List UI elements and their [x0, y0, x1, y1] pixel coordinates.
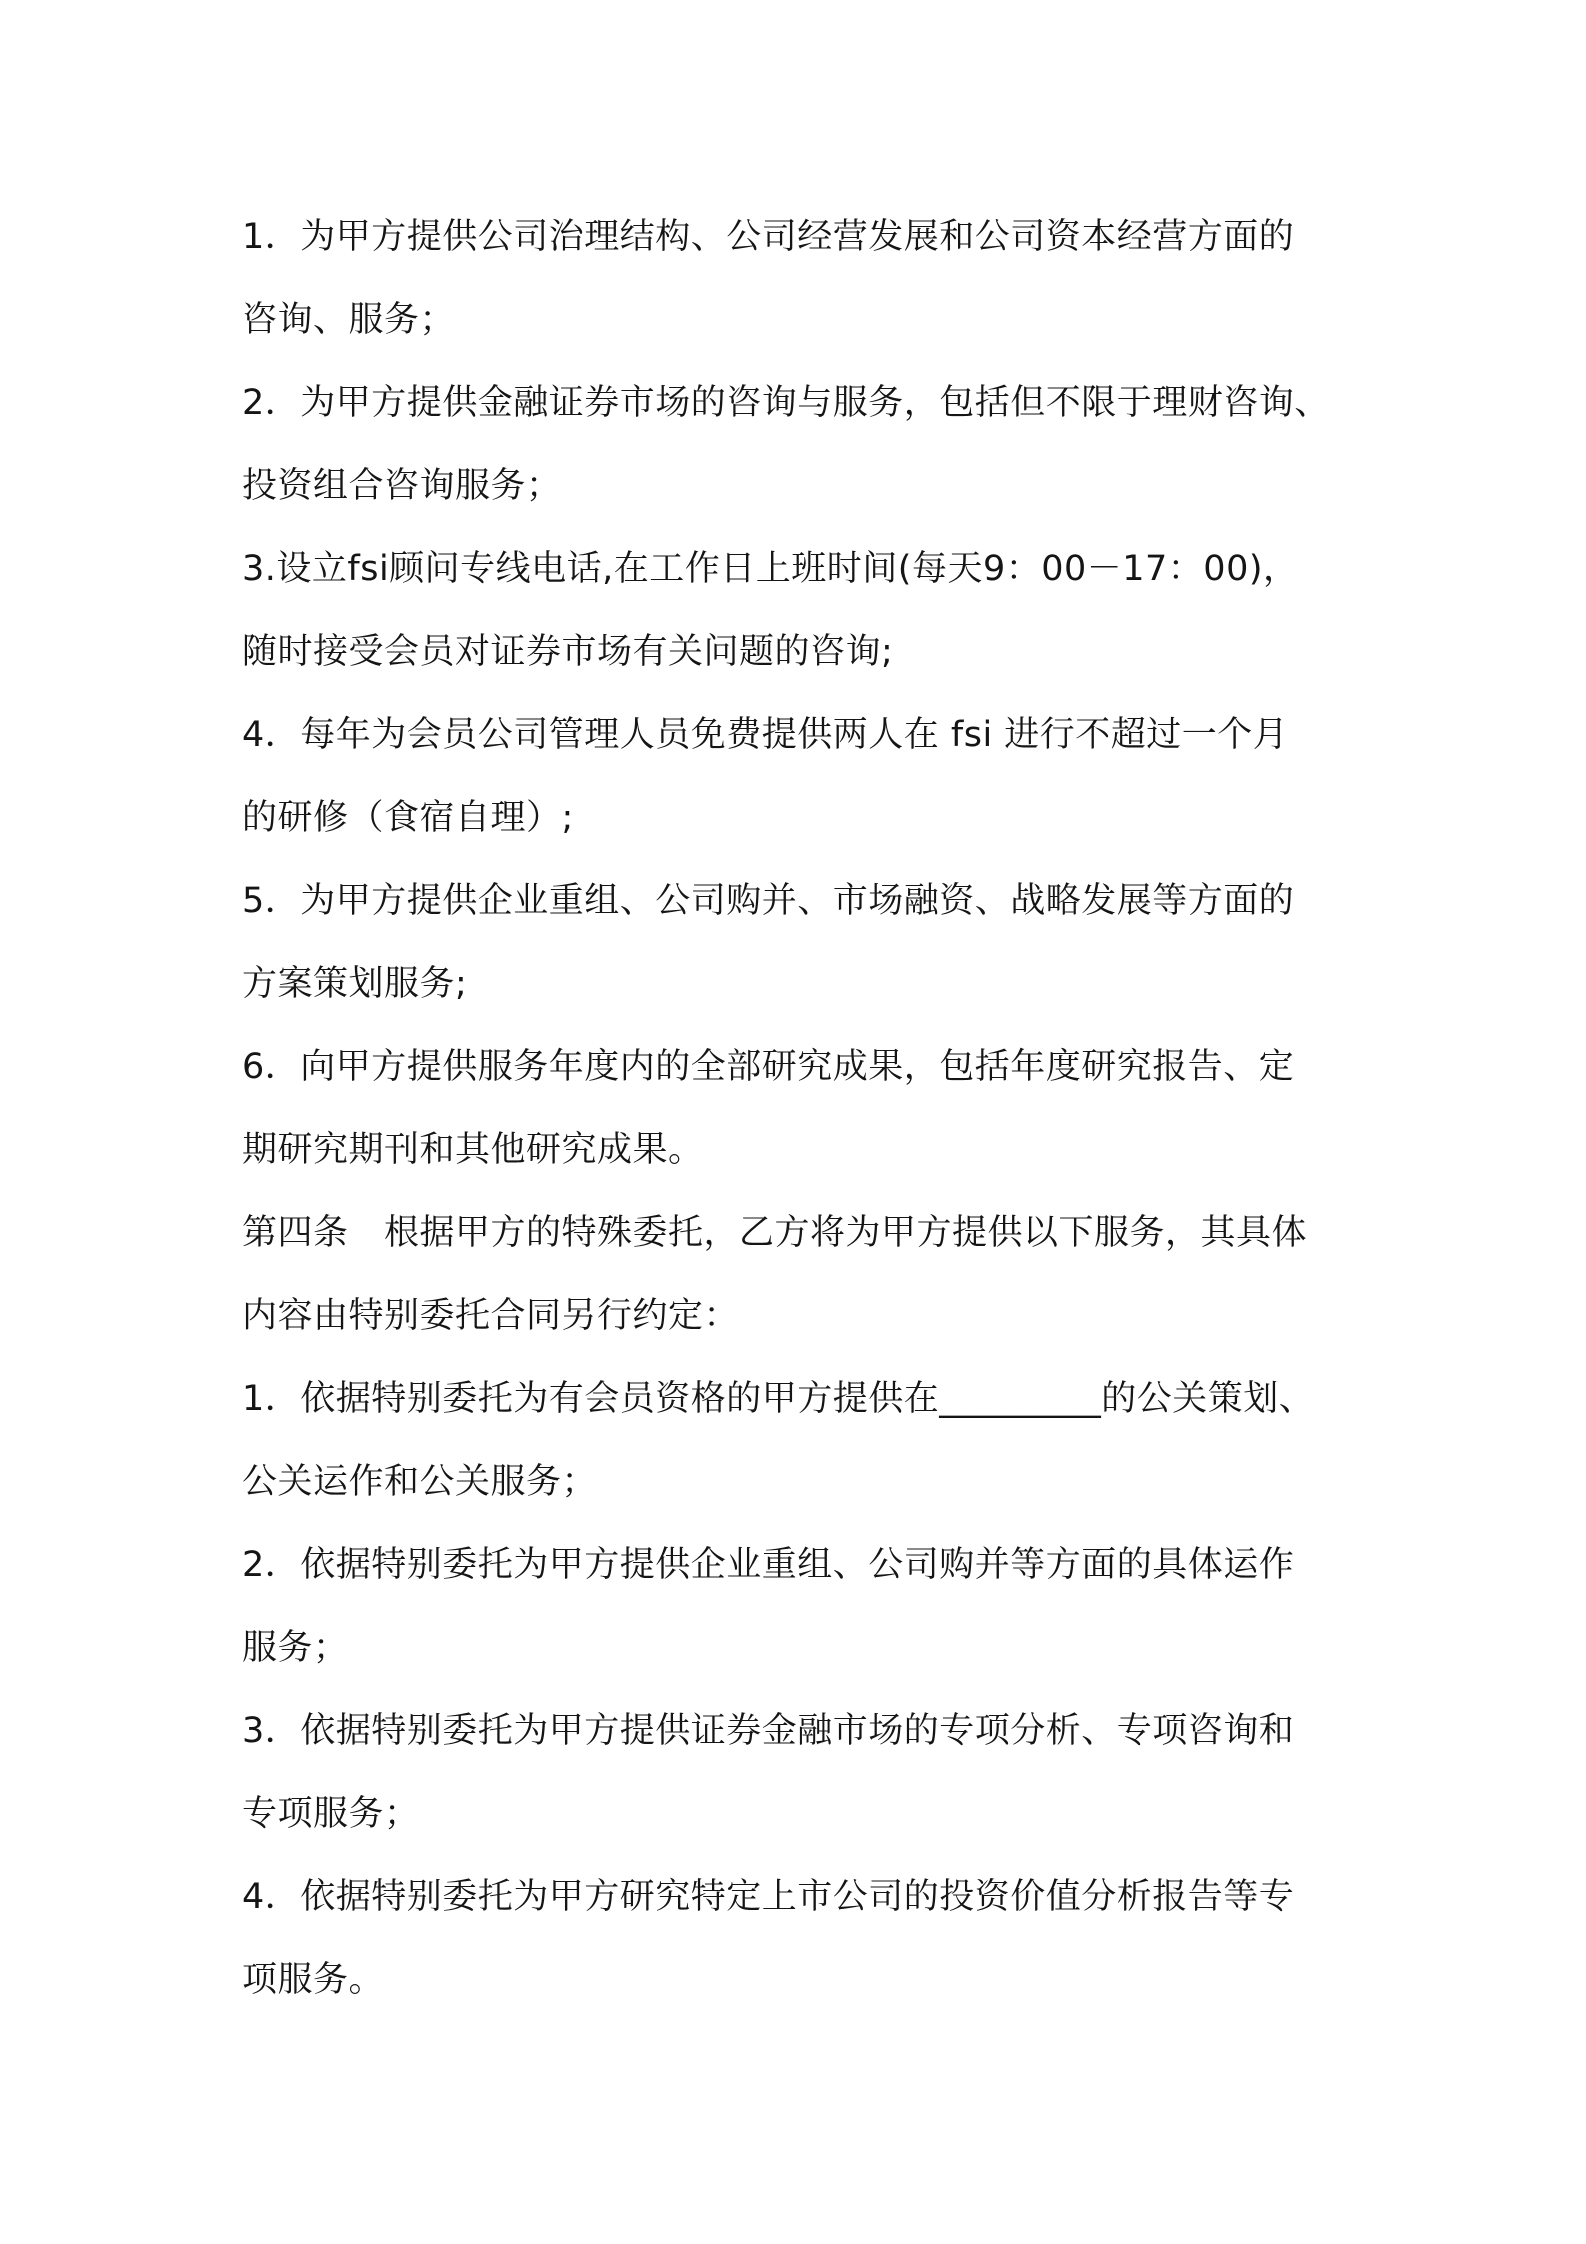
special-clause-3-line-2: 专项服务； — [242, 1794, 420, 1834]
clause-3-line-1: 3.设立fsi顾问专线电话,在工作日上班时间(每天9：00－17：00)， — [242, 549, 1299, 589]
clause-1-line-1: 1．为甲方提供公司治理结构、公司经营发展和公司资本经营方面的 — [242, 217, 1295, 257]
clause-5-line-1: 5．为甲方提供企业重组、公司购并、市场融资、战略发展等方面的 — [242, 881, 1295, 921]
special-clause-3-paragraph — [242, 1690, 1372, 1856]
special-clause-4-line-1: 4．依据特别委托为甲方研究特定上市公司的投资价值分析报告等专 — [242, 1877, 1295, 1917]
special-clause-4-paragraph — [242, 1856, 1372, 2022]
special-clause-4-line-2: 项服务。 — [242, 1960, 385, 2000]
clause-3-paragraph — [242, 528, 1372, 694]
clause-2-paragraph — [242, 362, 1372, 528]
clause-4-line-2: 的研修（食宿自理）; — [242, 798, 574, 838]
special-clause-1-paragraph — [242, 1358, 1372, 1524]
clause-4-paragraph — [242, 694, 1372, 860]
clause-1-line-2: 咨询、服务； — [242, 300, 456, 340]
article-4-line-2: 内容由特别委托合同另行约定： — [242, 1296, 740, 1336]
special-clause-2-paragraph — [242, 1524, 1372, 1690]
special-clause-1-line-2: 公关运作和公关服务； — [242, 1462, 598, 1502]
clause-6-line-1: 6．向甲方提供服务年度内的全部研究成果，包括年度研究报告、定 — [242, 1047, 1295, 1087]
clause-5-line-2: 方案策划服务; — [242, 964, 468, 1004]
article-4-line-1: 第四条 根据甲方的特殊委托，乙方将为甲方提供以下服务，其具体 — [242, 1213, 1308, 1253]
special-clause-2-line-1: 2．依据特别委托为甲方提供企业重组、公司购并等方面的具体运作 — [242, 1545, 1295, 1585]
document-body — [242, 196, 1372, 2022]
article-4-paragraph — [242, 1192, 1372, 1358]
special-clause-1-line-1: 1．依据特别委托为有会员资格的甲方提供在_________的公关策划、 — [242, 1379, 1315, 1419]
clause-2-line-1: 2．为甲方提供金融证券市场的咨询与服务，包括但不限于理财咨询、 — [242, 383, 1330, 423]
clause-2-line-2: 投资组合咨询服务； — [242, 466, 562, 506]
clause-6-line-2: 期研究期刊和其他研究成果。 — [242, 1130, 704, 1170]
clause-5-paragraph — [242, 860, 1372, 1026]
special-clause-3-line-1: 3．依据特别委托为甲方提供证券金融市场的专项分析、专项咨询和 — [242, 1711, 1295, 1751]
clause-4-line-1: 4．每年为会员公司管理人员免费提供两人在 fsi 进行不超过一个月 — [242, 715, 1289, 755]
clause-1-paragraph — [242, 196, 1372, 362]
clause-6-paragraph — [242, 1026, 1372, 1192]
clause-3-line-2: 随时接受会员对证券市场有关问题的咨询; — [242, 632, 894, 672]
special-clause-2-line-2: 服务； — [242, 1628, 349, 1668]
